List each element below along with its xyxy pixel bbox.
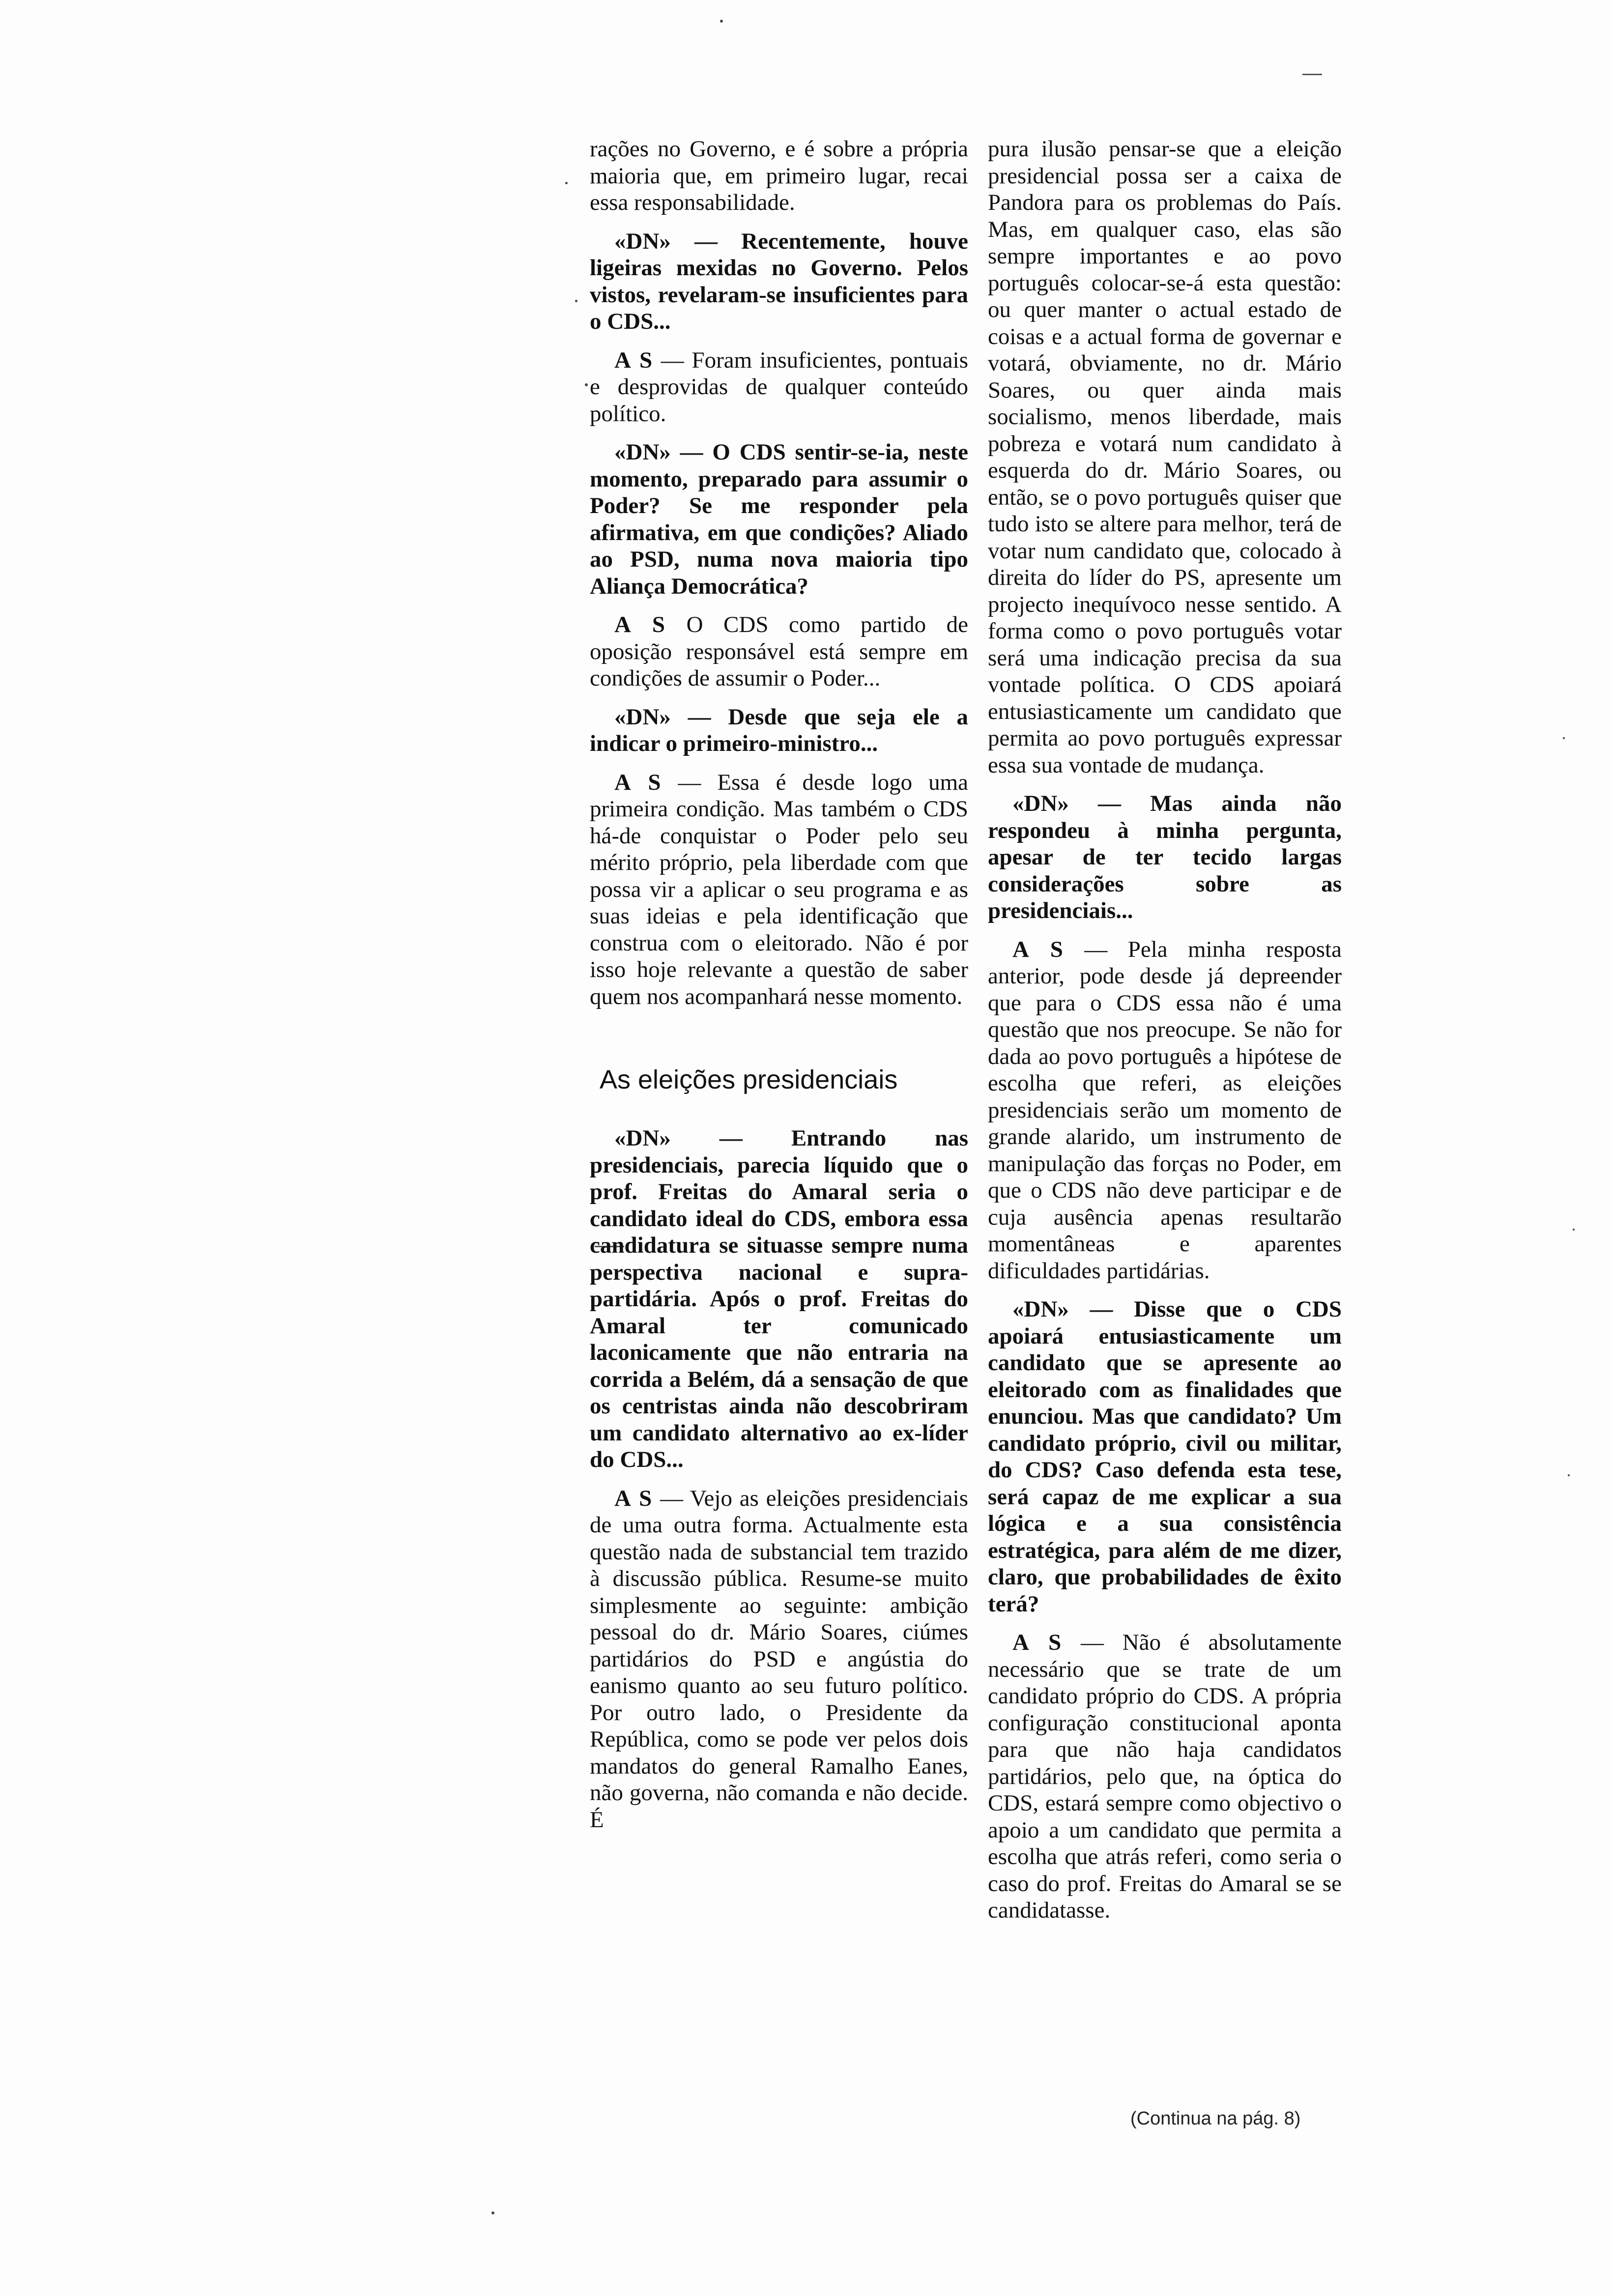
scan-speck bbox=[1573, 1229, 1575, 1231]
scan-speck bbox=[720, 20, 723, 23]
left-column bbox=[590, 136, 968, 1833]
answer-text: — Foram insuficientes, pontuais e desprovidas de qualquer conteúdo político. bbox=[590, 347, 968, 427]
answer-text: O CDS como partido de oposição responsável está sempre em condições de assumir o Poder... bbox=[590, 612, 968, 691]
answer-power bbox=[590, 611, 968, 692]
scan-speck bbox=[565, 182, 568, 184]
question-recent-changes: «DN» — Recentemente, houve ligeiras mexidas no Governo. Pelos vistos, revelaram-se insuficientes para o CDS... bbox=[590, 228, 968, 334]
section-heading: As eleições presidenciais bbox=[600, 1065, 898, 1094]
scan-speck bbox=[585, 383, 588, 386]
continuation-note: (Continua na pág. 8) bbox=[1130, 2108, 1301, 2129]
speaker-label: A S bbox=[614, 769, 662, 795]
question-which-candidate: «DN» — Disse que o CDS apoiará entusiasticamente um candidato que se apresente ao eleitorado com as finalidades que enunciou. Mas que candidato? Um candidato próprio, civil ou militar, do CDS? Caso defenda esta tese, será capaz de me explicar a sua lógica e a sua consistência estratégica, para além de me dizer, claro, que probabilidades de êxito terá? bbox=[988, 1296, 1342, 1617]
question-presidential: «DN» — Entrando nas presidenciais, parecia líquido que o prof. Freitas do Amaral seria o candidato ideal do CDS, embora essa candidatura se situasse sempre numa perspectiva nacional e supra-partidária. Após o prof. Freitas do Amaral ter comunicado laconicamente que não entraria na corrida a Belém, dá a sensação de que os centristas ainda não descobriram um candidato alternativo ao ex-líder do CDS... bbox=[590, 1125, 968, 1472]
answer-text: — Não é absolutamente necessário que se trate de um candidato próprio do CDS. A própria configuração constitucional aponta para que não haja candidatos partidários, pelo que, na óptica do CDS, estará sempre como objectivo o apoio a um candidato que permita a escolha que atrás referi, como seria o caso do prof. Freitas do Amaral se se candidatasse. bbox=[988, 1630, 1342, 1923]
scan-speck bbox=[575, 300, 577, 302]
scan-speck bbox=[1568, 1474, 1570, 1476]
scan-mark bbox=[1302, 74, 1322, 75]
speaker-label: A S bbox=[1012, 936, 1064, 962]
question-prime-minister: «DN» — Desde que seja ele a indicar o primeiro-ministro... bbox=[590, 704, 968, 756]
question-power: «DN» — O CDS sentir-se-ia, neste momento, preparado para assumir o Poder? Se me responder pela afirmativa, em que condições? Aliado ao PSD, numa nova maioria tipo Aliança Democrática? bbox=[590, 439, 968, 599]
answer-prime-minister bbox=[590, 769, 968, 1010]
answer-text: — Vejo as eleições presidenciais de uma outra forma. Actualmente esta questão nada de substancial tem trazido à discussão pública. Resume-se muito simplesmente ao seguinte: ambição pessoal do dr. Mário Soares, ciúmes partidários do PSD e angústia do eanismo quanto ao seu futuro político. Por outro lado, o Presidente da República, como se pode ver pelos dois mandatos do general Ramalho Eanes, não governa, não comanda e não decide. É bbox=[590, 1485, 968, 1833]
speaker-label: A S bbox=[1012, 1630, 1063, 1655]
answer-recent-changes bbox=[590, 347, 968, 428]
speaker-label: A S bbox=[614, 1485, 653, 1511]
answer-which-candidate bbox=[988, 1629, 1342, 1924]
speaker-label: A S bbox=[614, 347, 654, 373]
answer-text: — Pela minha resposta anterior, pode desde já depreender que para o CDS essa não é uma questão que nos preocupe. Se não for dada ao povo português a hipótese de escolha que referi, as eleições presidenciais serão um momento de grande alarido, um instrumento de manipulação das forças no Poder, em que o CDS não deve participar e de cuja ausência apenas resultarão momentâneas e aparentes dificuldades partidárias. bbox=[988, 936, 1342, 1284]
question-not-answered: «DN» — Mas ainda não respondeu à minha pergunta, apesar de ter tecido largas considerações sobre as presidenciais... bbox=[988, 791, 1342, 923]
answer-presidential bbox=[590, 1485, 968, 1834]
speaker-label: A S bbox=[614, 612, 666, 637]
scan-speck bbox=[1563, 737, 1565, 739]
scan-speck bbox=[491, 2211, 494, 2214]
answer-not-answered bbox=[988, 936, 1342, 1285]
paragraph-continuation: rações no Governo, e é sobre a própria maioria que, em primeiro lugar, recai essa responsabilidade. bbox=[590, 136, 968, 215]
paragraph-continuation: pura ilusão pensar-se que a eleição presidencial possa ser a caixa de Pandora para os problemas do País. Mas, em qualquer caso, elas são sempre importantes e ao povo português colocar-se-á esta questão: ou quer manter o actual estado de coisas e a actual forma de governar e votará, obviamente, no dr. Mário Soares, ou quer ainda mais socialismo, menos liberdade, mais pobreza e votará num candidato à esquerda do dr. Mário Soares, ou então, se o povo português quiser que tudo isto se altere para melhor, terá de votar num candidato que, colocado à direita do líder do PS, apresente um projecto inequívoco nesse sentido. A forma como o povo português votar será uma indicação precisa da sua vontade política. O CDS apoiará entusiasticamente um candidato que permita ao povo português expressar essa sua vontade de mudança. bbox=[988, 136, 1342, 778]
right-column bbox=[988, 136, 1342, 1924]
answer-text: — Essa é desde logo uma primeira condição. Mas também o CDS há-de conquistar o Poder pelo seu mérito próprio, pela liberdade com que possa vir a aplicar o seu programa e as suas ideias e pela identificação que construa com o eleitorado. Não é por isso hoje relevante a questão de saber quem nos acompanhará nesse momento. bbox=[590, 769, 968, 1009]
